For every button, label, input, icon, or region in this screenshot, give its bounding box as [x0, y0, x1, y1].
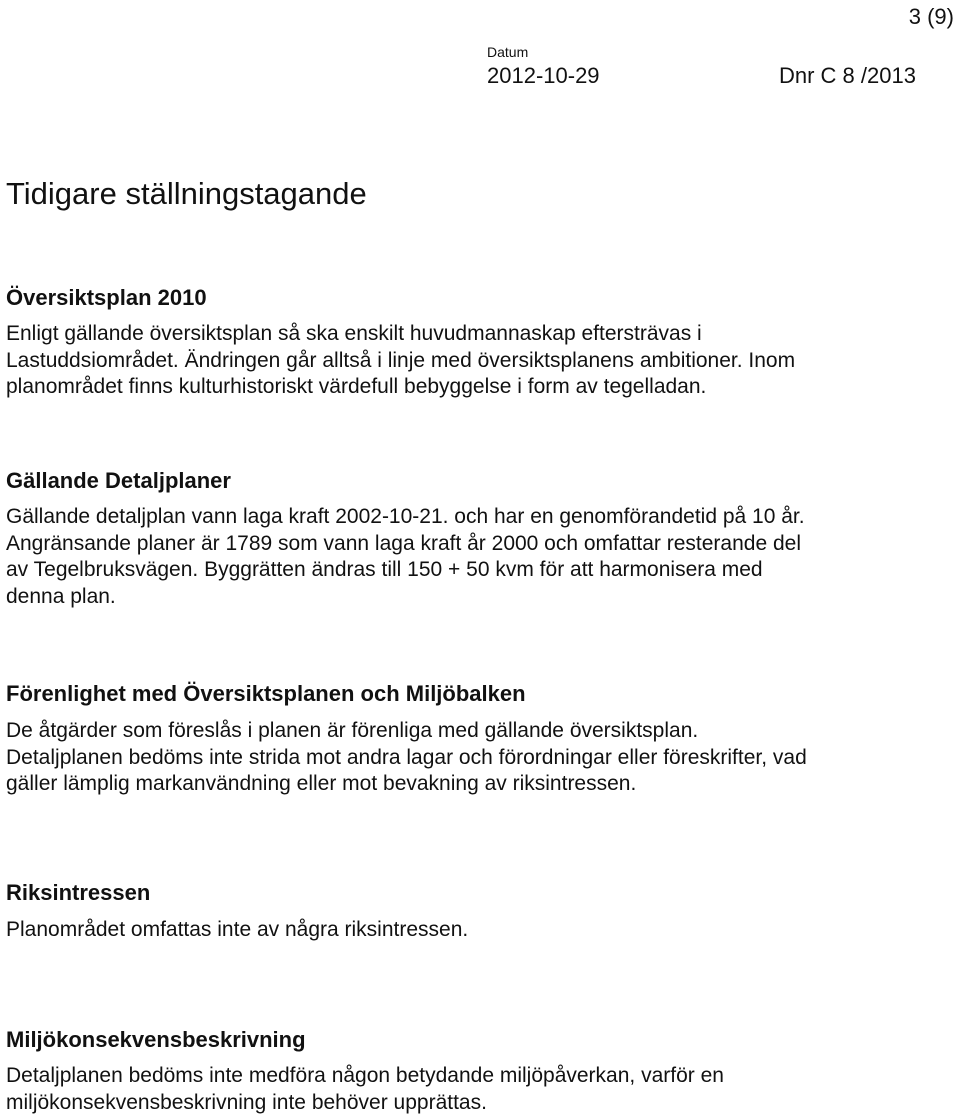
date-label: Datum: [487, 44, 529, 60]
text-line: planområdet finns kulturhistoriskt värdefull bebyggelse i form av tegelladan.: [6, 375, 707, 398]
text-line: Enligt gällande översiktsplan så ska enskilt huvudmannaskap eftersträvas i: [6, 322, 702, 345]
text-line: De åtgärder som föreslås i planen är förenliga med gällande översiktsplan.: [6, 719, 699, 742]
section-body-riksintressen: [6, 917, 468, 944]
section-heading-miljokonsekvens: Miljökonsekvensbeskrivning: [6, 1027, 306, 1052]
section-body-oversiktsplan: [6, 321, 795, 401]
text-line: Detaljplanen bedöms inte strida mot andra lagar och förordningar eller föreskrifter, vad: [6, 745, 807, 769]
section-body-forenlighet: [6, 718, 807, 798]
text-line: miljökonsekvensbeskrivning inte behöver upprättas.: [6, 1090, 487, 1114]
text-line: Angränsande planer är 1789 som vann laga kraft år 2000 och omfattar resterande del: [6, 531, 801, 555]
text-line: Detaljplanen bedöms inte medföra någon betydande miljöpåverkan, varför en: [6, 1064, 724, 1087]
section-heading-oversiktsplan: Översiktsplan 2010: [6, 285, 207, 310]
section-body-miljokonsekvens: [6, 1063, 724, 1116]
page-number: 3 (9): [908, 4, 954, 29]
section-heading-detaljplaner: Gällande Detaljplaner: [6, 468, 231, 493]
document-reference: Dnr C 8 /2013: [779, 63, 916, 88]
page-title: Tidigare ställningstagande: [6, 176, 367, 211]
text-line: Planområdet omfattas inte av några riksintressen.: [6, 918, 469, 941]
document-date: 2012-10-29: [487, 63, 600, 88]
section-body-detaljplaner: [6, 504, 805, 610]
text-line: Lastuddsiområdet. Ändringen går alltså i linje med översiktsplanens ambitioner. Inom: [6, 348, 796, 372]
text-line: Gällande detaljplan vann laga kraft 2002-10-21. och har en genomförandetid på 10 år.: [6, 505, 805, 528]
text-line: denna plan.: [6, 584, 116, 608]
section-heading-forenlighet: Förenlighet med Översiktsplanen och Miljöbalken: [6, 681, 526, 706]
text-line: av Tegelbruksvägen. Byggrätten ändras till 150 + 50 kvm för att harmonisera med: [6, 558, 763, 581]
text-line: gäller lämplig markanvändning eller mot bevakning av riksintressen.: [6, 772, 637, 795]
section-heading-riksintressen: Riksintressen: [6, 880, 151, 905]
